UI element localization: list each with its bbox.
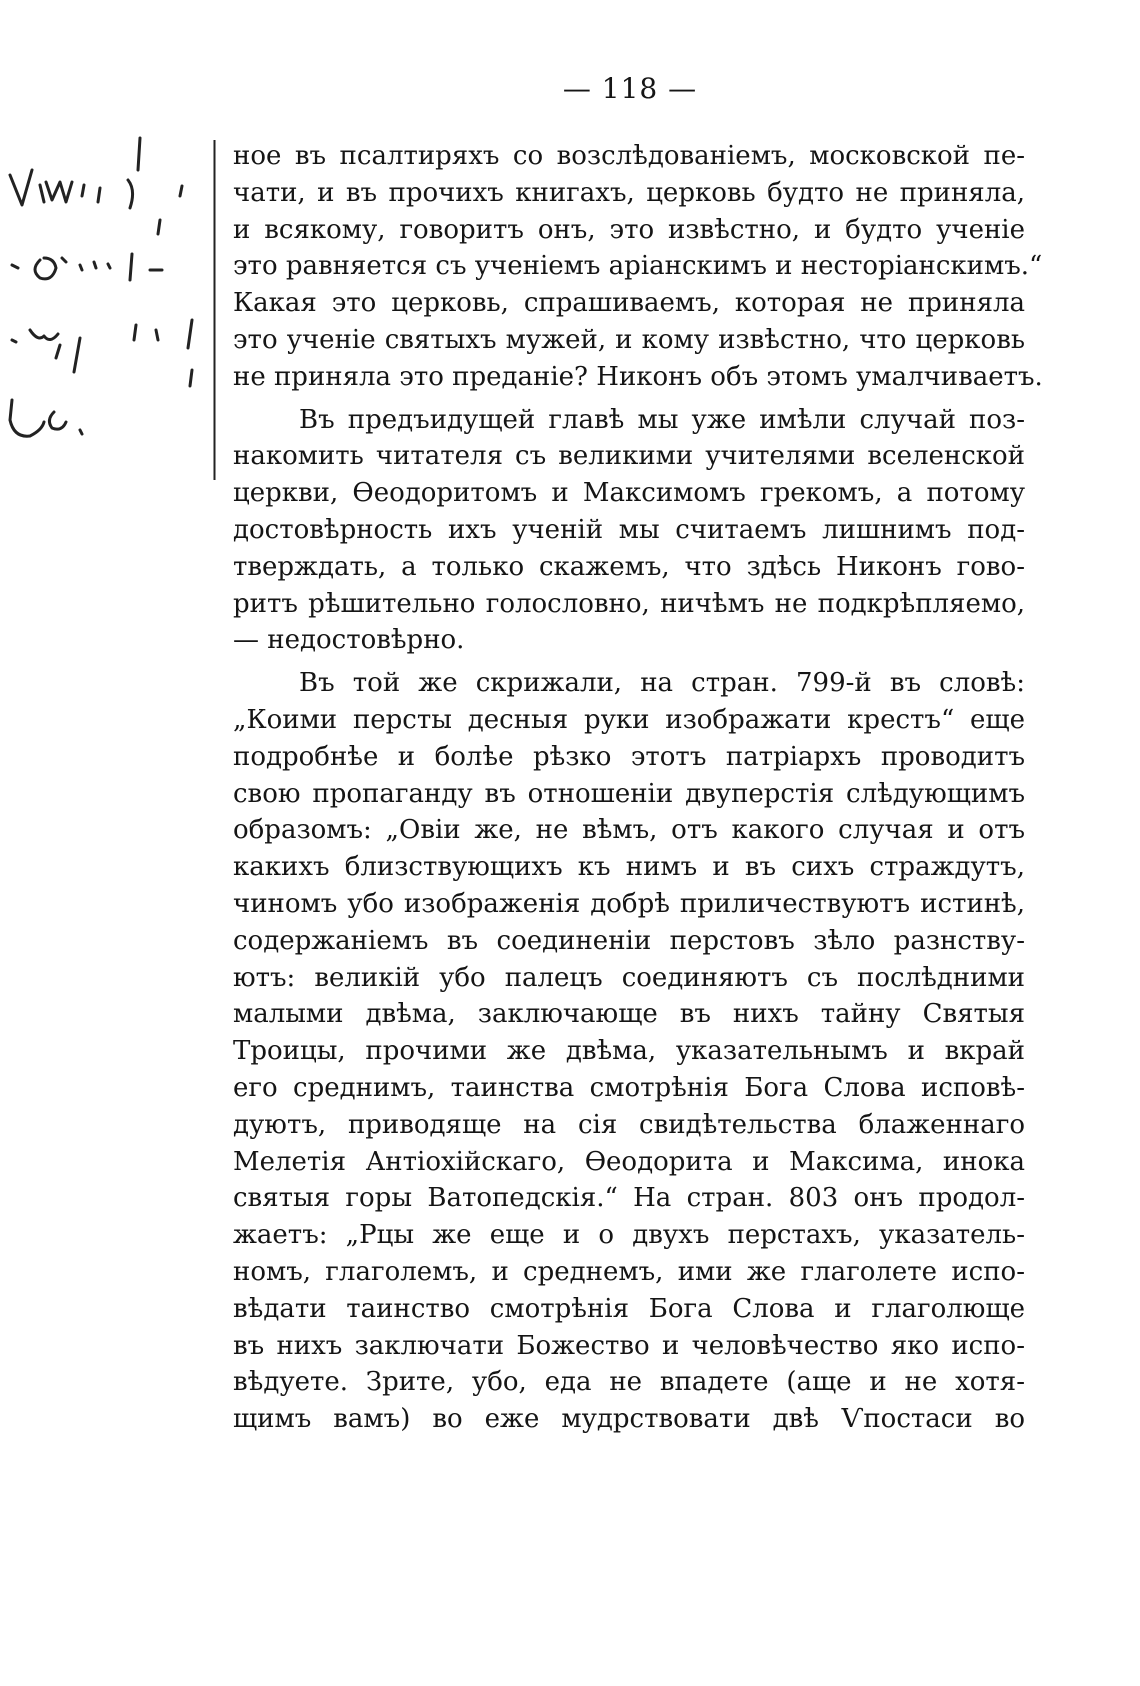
text-line: номъ, глаголемъ, и среднемъ, ими же глаголете испо- — [233, 1256, 1025, 1287]
text-line: свою пропаганду въ отношеніи двуперстія слѣдующимъ — [233, 778, 1025, 809]
text-line: ное въ псалтиряхъ со возслѣдованіемъ, московской пе- — [233, 141, 1025, 171]
text-line: Мелетія Антіохійскаго, Ѳеодорита и Максима, инока — [233, 1146, 1025, 1177]
text-line: образомъ: „Овіи же, не вѣмъ, отъ какого случая и отъ — [233, 815, 1025, 846]
text-line: Какая это церковь, спрашиваемъ, которая не приняла — [233, 288, 1025, 319]
text-line: святыя горы Ватопедскія.“ На стран. 803 онъ продол- — [233, 1183, 1025, 1214]
text-line: подробнѣе и болѣе рѣзко этотъ патріархъ проводитъ — [233, 741, 1025, 772]
text-line: — недостовѣрно. — [233, 625, 465, 656]
paragraph-2 — [233, 402, 1025, 660]
text-line: его среднимъ, таинства смотрѣнія Бога Слова исповѣ- — [233, 1072, 1025, 1103]
text-line: тверждать, а только скажемъ, что здѣсь Никонъ гово- — [233, 551, 1025, 582]
text-line: содержаніемъ въ соединеніи перстовъ зѣло разнству- — [233, 925, 1025, 956]
text-line: Въ предъидущей главѣ мы уже имѣли случай поз- — [299, 404, 1025, 435]
text-line: жаетъ: „Рцы же еще и о двухъ перстахъ, указатель- — [233, 1220, 1025, 1251]
text-line: чиномъ убо изображенія добрѣ приличествуютъ истинѣ, — [233, 888, 1025, 919]
handwriting-scribble-icon — [0, 130, 225, 490]
text-line: дуютъ, приводяще на сія свидѣтельства блаженнаго — [233, 1109, 1025, 1140]
text-line: вѣдуете. Зрите, убо, еда не впадете (аще и не хотя- — [233, 1367, 1025, 1398]
body-text — [233, 138, 1043, 1444]
text-line: Троицы, прочими же двѣма, указательнымъ и вкрай — [233, 1036, 1025, 1067]
handwritten-margin-notes — [0, 130, 225, 490]
text-line: и всякому, говоритъ онъ, это извѣстно, и будто ученіе — [233, 214, 1025, 245]
text-line: не приняла это преданіе? Никонъ объ этомъ умалчиваетъ. — [233, 361, 1043, 392]
text-line: ютъ: великій убо палецъ соединяютъ съ послѣдними — [233, 962, 1025, 993]
paragraph-3 — [233, 665, 1025, 1438]
text-line: это ученіе святыхъ мужей, и кому извѣстно, что церковь — [233, 324, 1025, 355]
text-line: вѣдати таинство смотрѣнія Бога Слова и глаголюще — [233, 1293, 1025, 1324]
text-line: чати, и въ прочихъ книгахъ, церковь будто не приняла, — [233, 177, 1025, 208]
text-line: въ нихъ заключати Божество и человѣчество яко испо- — [233, 1330, 1025, 1361]
text-line: церкви, Ѳеодоритомъ и Максимомъ грекомъ, а потому — [233, 478, 1025, 509]
text-line: „Коими персты десныя руки изображати крестъ“ еще — [233, 704, 1025, 735]
text-line: достовѣрность ихъ ученій мы считаемъ лишнимъ под- — [233, 514, 1025, 545]
text-line: накомить читателя съ великими учителями вселенской — [233, 441, 1025, 472]
margin-vertical-rule — [213, 140, 216, 480]
page-number: — 118 — — [562, 72, 698, 105]
text-line: ритъ рѣшительно голословно, ничѣмъ не подкрѣпляемо, — [233, 588, 1025, 619]
text-line: малыми двѣма, заключающе въ нихъ тайну Святыя — [233, 999, 1025, 1030]
text-line: это равняется съ ученіемъ аріанскимъ и несторіанскимъ.“ — [233, 251, 1043, 282]
text-line: щимъ вамъ) во еже мудрствовати двѣ Ѵпостаси во — [233, 1404, 1025, 1435]
paragraph-1 — [233, 138, 1043, 396]
text-line: какихъ близствующихъ къ нимъ и въ сихъ страждутъ, — [233, 852, 1025, 883]
text-line: Въ той же скрижали, на стран. 799-й въ словѣ: — [299, 668, 1025, 699]
